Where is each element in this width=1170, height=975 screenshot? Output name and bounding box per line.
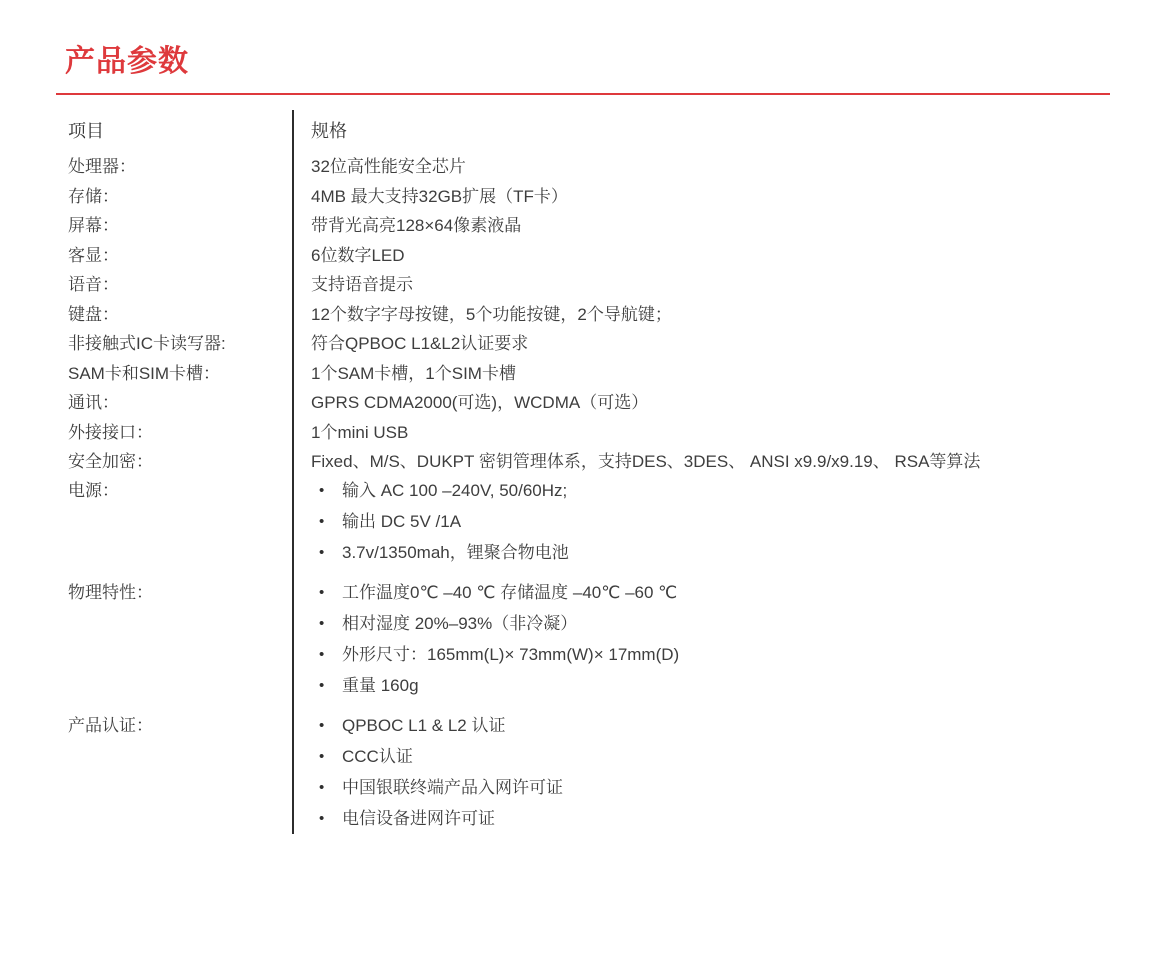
row-label: 物理特性： bbox=[68, 582, 153, 602]
bullet-item bbox=[311, 710, 1110, 741]
table-row-sam-sim-slots bbox=[56, 357, 1110, 387]
bullet-item bbox=[311, 639, 1110, 670]
bullet-text: 重量 160g bbox=[342, 675, 419, 695]
row-label: 通讯： bbox=[68, 393, 119, 413]
bullet-text: 中国银联终端产品入网许可证 bbox=[342, 777, 563, 797]
table-row-processor bbox=[56, 150, 1110, 180]
row-value: 12个数字字母按键，5个功能按键，2个导航键； bbox=[311, 304, 672, 324]
row-value: 32位高性能安全芯片 bbox=[311, 157, 466, 177]
row-value: 支持语音提示 bbox=[311, 275, 413, 295]
row-label: SAM卡和SIM卡槽： bbox=[68, 363, 221, 383]
row-value: 带背光高亮128×64像素液晶 bbox=[311, 216, 522, 236]
bullet-icon: • bbox=[319, 645, 325, 663]
bullet-icon: • bbox=[319, 614, 325, 632]
table-row-certifications bbox=[56, 710, 1110, 834]
table-row-contactless-reader bbox=[56, 327, 1110, 357]
spec-table bbox=[56, 110, 1110, 834]
row-value: 6位数字LED bbox=[311, 245, 405, 265]
bullet-text: QPBOC L1 & L2 认证 bbox=[342, 715, 506, 735]
table-row-storage bbox=[56, 180, 1110, 210]
table-row-physical bbox=[56, 577, 1110, 701]
row-label: 电源： bbox=[68, 480, 119, 500]
bullet-list bbox=[292, 475, 1110, 568]
bullet-text: 输入 AC 100 –240V, 50/60Hz; bbox=[342, 480, 568, 500]
bullet-icon: • bbox=[319, 543, 325, 561]
title-underline bbox=[56, 93, 1110, 95]
bullet-icon: • bbox=[319, 512, 325, 530]
header-item: 项目 bbox=[68, 121, 104, 141]
row-value: 符合QPBOC L1&L2认证要求 bbox=[311, 334, 529, 354]
table-row-keyboard bbox=[56, 298, 1110, 328]
bullet-text: CCC认证 bbox=[342, 746, 413, 766]
bullet-icon: • bbox=[319, 778, 325, 796]
row-label: 非接触式IC卡读写器: bbox=[68, 334, 226, 354]
table-header-row bbox=[56, 110, 1110, 150]
bullet-text: 电信设备进网许可证 bbox=[342, 808, 495, 828]
table-row-communication bbox=[56, 386, 1110, 416]
row-value: Fixed、M/S、DUKPT 密钥管理体系，支持DES、3DES、 ANSI x9.9/x9.19、 RSA等算法 bbox=[311, 452, 981, 472]
row-label: 存储： bbox=[68, 186, 119, 206]
row-label: 屏幕： bbox=[68, 216, 119, 236]
bullet-item bbox=[311, 475, 1110, 506]
bullet-item bbox=[311, 506, 1110, 537]
header-spec: 规格 bbox=[311, 121, 347, 141]
table-row-power bbox=[56, 475, 1110, 568]
bullet-list bbox=[292, 710, 1110, 834]
bullet-item bbox=[311, 741, 1110, 772]
bullet-icon: • bbox=[319, 676, 325, 694]
table-row-customer-display bbox=[56, 239, 1110, 269]
table-row-screen bbox=[56, 209, 1110, 239]
bullet-item bbox=[311, 577, 1110, 608]
row-label: 客显： bbox=[68, 245, 119, 265]
row-value: 4MB 最大支持32GB扩展（TF卡） bbox=[311, 186, 568, 206]
row-value: 1个SAM卡槽，1个SIM卡槽 bbox=[311, 363, 516, 383]
bullet-text: 3.7v/1350mah，锂聚合物电池 bbox=[342, 542, 569, 562]
row-value: GPRS CDMA2000(可选)，WCDMA（可选） bbox=[311, 393, 649, 413]
bullet-text: 相对湿度 20%–93%（非冷凝） bbox=[342, 613, 578, 633]
column-divider bbox=[292, 110, 294, 834]
table-row-external-interface bbox=[56, 416, 1110, 446]
bullet-item bbox=[311, 803, 1110, 834]
bullet-icon: • bbox=[319, 809, 325, 827]
row-label: 键盘： bbox=[68, 304, 119, 324]
bullet-item bbox=[311, 537, 1110, 568]
table-row-voice bbox=[56, 268, 1110, 298]
bullet-text: 输出 DC 5V /1A bbox=[342, 511, 462, 531]
bullet-item bbox=[311, 608, 1110, 639]
page-title: 产品参数 bbox=[65, 45, 189, 78]
bullet-item bbox=[311, 670, 1110, 701]
bullet-list bbox=[292, 577, 1110, 701]
row-label: 处理器： bbox=[68, 157, 136, 177]
bullet-icon: • bbox=[319, 481, 325, 499]
bullet-icon: • bbox=[319, 583, 325, 601]
row-label: 产品认证： bbox=[68, 715, 153, 735]
bullet-icon: • bbox=[319, 747, 325, 765]
bullet-item bbox=[311, 772, 1110, 803]
row-value: 1个mini USB bbox=[311, 422, 409, 442]
row-label: 外接接口： bbox=[68, 422, 153, 442]
bullet-text: 外形尺寸：165mm(L)× 73mm(W)× 17mm(D) bbox=[342, 644, 680, 664]
table-row-security-encryption bbox=[56, 445, 1110, 475]
row-label: 安全加密： bbox=[68, 452, 153, 472]
row-label: 语音： bbox=[68, 275, 119, 295]
bullet-text: 工作温度0℃ –40 ℃ 存储温度 –40℃ –60 ℃ bbox=[342, 582, 678, 602]
bullet-icon: • bbox=[319, 716, 325, 734]
